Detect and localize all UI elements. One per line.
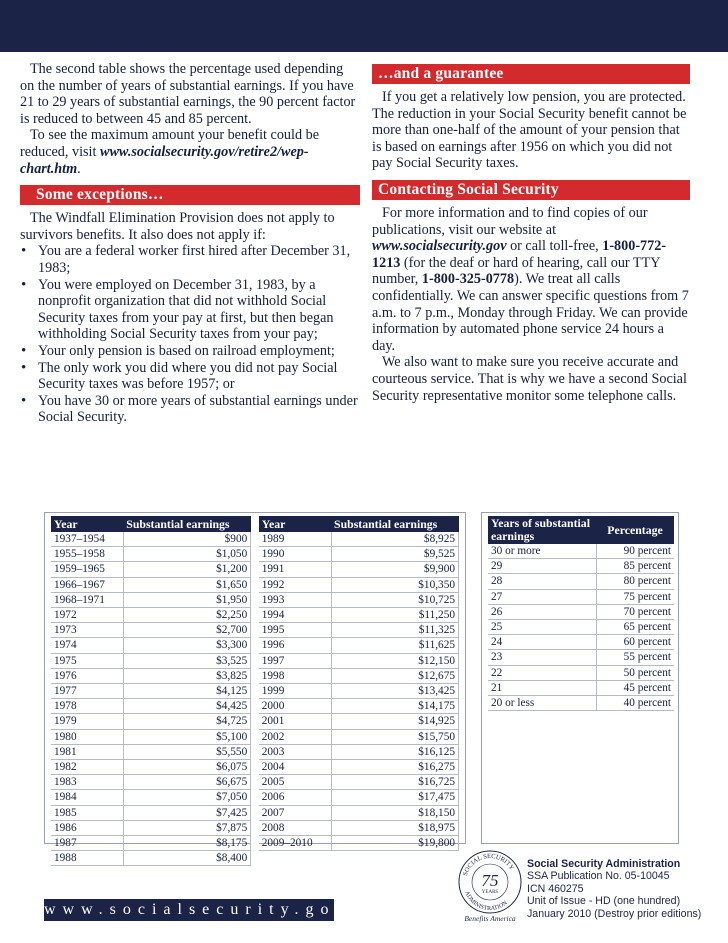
year-cell: 1972	[51, 608, 123, 623]
right-column	[372, 64, 690, 404]
year-cell: 1981	[51, 744, 123, 759]
guarantee-paragraph: If you get a relatively low pension, you are protected. The reduction in your Social Security benefit cannot be more than one-half of the amount of your pension that is based on earnings after 1956 on which you did not pay Social Security taxes.	[372, 89, 687, 172]
seal-top-text: SOCIAL SECURITY	[461, 852, 516, 877]
earnings-cell: $6,675	[123, 775, 250, 790]
earnings-cell: $8,400	[123, 851, 250, 866]
earnings-cell: $3,300	[123, 638, 250, 653]
column-gap	[251, 684, 259, 699]
percentage-table-box	[481, 512, 679, 844]
list-item: • You have 30 or more years of substantial earnings under Social Security.	[20, 393, 360, 426]
column-gap	[251, 820, 259, 835]
col-header-percentage: Percentage	[596, 516, 674, 544]
year-cell: 1999	[259, 684, 331, 699]
table-row	[51, 729, 459, 744]
table-row	[488, 559, 674, 574]
year-cell: 1979	[51, 714, 123, 729]
left-column	[20, 61, 360, 426]
column-gap	[251, 638, 259, 653]
percentage-cell: 70 percent	[596, 604, 674, 619]
earnings-cell: $19,800	[331, 836, 458, 851]
years-cell: 28	[488, 574, 596, 589]
column-gap	[251, 790, 259, 805]
years-cell: 25	[488, 620, 596, 635]
years-cell: 20 or less	[488, 696, 596, 711]
table-row	[51, 775, 459, 790]
year-cell: 2005	[259, 775, 331, 790]
column-gap	[251, 577, 259, 592]
table-row	[51, 562, 459, 577]
year-cell: 1975	[51, 653, 123, 668]
table-row	[51, 638, 459, 653]
exceptions-heading: Some exceptions…	[20, 185, 360, 205]
table-row	[488, 604, 674, 619]
percentage-cell: 55 percent	[596, 650, 674, 665]
intro-paragraph: The second table shows the percentage used depending on the number of years of substantial earnings. If you have 21 to 29 years of substantial earnings, the 90 percent factor is reduced to between 45 and 85 percent.	[20, 61, 356, 127]
contact-text: or call toll-free,	[506, 238, 603, 255]
website-link[interactable]: www.socialsecurity.gov	[372, 238, 507, 255]
year-cell: 1974	[51, 638, 123, 653]
table-row	[51, 790, 459, 805]
ssa-75-years-seal-icon	[456, 844, 524, 924]
years-cell: 21	[488, 680, 596, 695]
col-header-earnings: Substantial earnings	[331, 516, 458, 532]
contact-text: For more information and to find copies of our publications, visit our website at	[372, 204, 648, 238]
table-row	[51, 714, 459, 729]
table-row	[488, 574, 674, 589]
empty-cell	[331, 851, 458, 866]
column-gap	[251, 714, 259, 729]
list-item: • The only work you did where you did not pay Social Security taxes was before 1957; or	[20, 360, 360, 393]
column-gap	[251, 516, 259, 532]
earnings-cell: $4,125	[123, 684, 250, 699]
percentage-cell: 75 percent	[596, 589, 674, 604]
earnings-cell: $1,050	[123, 547, 250, 562]
years-cell: 24	[488, 635, 596, 650]
earnings-cell: $1,200	[123, 562, 250, 577]
table-row	[51, 668, 459, 683]
table-row	[488, 544, 674, 559]
year-cell: 1982	[51, 760, 123, 775]
table-row	[488, 589, 674, 604]
column-gap	[251, 668, 259, 683]
year-cell: 1959–1965	[51, 562, 123, 577]
earnings-cell: $16,725	[331, 775, 458, 790]
col-header-years: Years of substantial earnings	[488, 516, 596, 544]
max-reduction-end: .	[77, 160, 81, 177]
table-row	[488, 680, 674, 695]
earnings-cell: $10,350	[331, 577, 458, 592]
year-cell: 2004	[259, 760, 331, 775]
year-cell: 2006	[259, 790, 331, 805]
percentage-cell: 60 percent	[596, 635, 674, 650]
table-row	[51, 547, 459, 562]
contact-text: (for the deaf or hard of hearing, call our TTY number,	[372, 254, 660, 288]
percentage-cell: 85 percent	[596, 559, 674, 574]
earnings-cell: $12,150	[331, 653, 458, 668]
year-cell: 1991	[259, 562, 331, 577]
percentage-cell: 65 percent	[596, 620, 674, 635]
earnings-cell: $18,975	[331, 820, 458, 835]
year-cell: 1985	[51, 805, 123, 820]
earnings-cell: $7,050	[123, 790, 250, 805]
column-gap	[251, 562, 259, 577]
column-gap	[251, 805, 259, 820]
year-cell: 1973	[51, 623, 123, 638]
top-banner	[0, 0, 728, 52]
earnings-cell: $8,925	[331, 532, 458, 547]
table-row	[51, 760, 459, 775]
earnings-cell: $3,525	[123, 653, 250, 668]
earnings-cell: $1,950	[123, 592, 250, 607]
table-row	[51, 836, 459, 851]
publication-info	[527, 858, 717, 920]
year-cell: 1978	[51, 699, 123, 714]
earnings-table-box	[44, 512, 466, 865]
year-cell: 2000	[259, 699, 331, 714]
year-cell: 1988	[51, 851, 123, 866]
contact-text: ). We treat all calls confidentially. We can answer specific questions from 7 a.m. to 7 p.m., Monday through Friday. We can provide information by automated phone service 24 hours a day.	[372, 271, 689, 354]
column-gap	[251, 836, 259, 851]
years-cell: 26	[488, 604, 596, 619]
earnings-cell: $900	[123, 532, 250, 547]
earnings-cell: $4,725	[123, 714, 250, 729]
earnings-cell: $11,625	[331, 638, 458, 653]
earnings-cell: $9,900	[331, 562, 458, 577]
table-row	[488, 650, 674, 665]
table-row	[51, 805, 459, 820]
years-cell: 23	[488, 650, 596, 665]
seal-tagline: Benefits America	[464, 914, 516, 923]
earnings-cell: $5,100	[123, 729, 250, 744]
column-gap	[251, 623, 259, 638]
earnings-table-body	[51, 532, 459, 866]
table-row	[51, 623, 459, 638]
earnings-cell: $10,725	[331, 592, 458, 607]
year-cell: 1990	[259, 547, 331, 562]
guarantee-heading: …and a guarantee	[372, 64, 690, 84]
table-row	[51, 820, 459, 835]
column-gap	[251, 547, 259, 562]
list-item: • You were employed on December 31, 1983, by a nonprofit organization that did not withhold Social Security taxes from your pay at first, but then began withholding Social Security taxes from your pay;	[20, 277, 360, 343]
max-reduction-paragraph	[20, 127, 360, 177]
tty-number[interactable]: 1-800-325-0778	[421, 271, 515, 288]
years-cell: 29	[488, 559, 596, 574]
earnings-cell: $7,425	[123, 805, 250, 820]
year-cell: 1983	[51, 775, 123, 790]
earnings-cell: $11,250	[331, 608, 458, 623]
year-cell: 1992	[259, 577, 331, 592]
table-row	[488, 696, 674, 711]
column-gap	[251, 775, 259, 790]
year-cell: 1994	[259, 608, 331, 623]
earnings-cell: $6,075	[123, 760, 250, 775]
earnings-cell: $1,650	[123, 577, 250, 592]
phone-number[interactable]: 1-800-772-1213	[372, 238, 667, 271]
column-gap	[251, 653, 259, 668]
year-cell: 1986	[51, 820, 123, 835]
earnings-cell: $14,175	[331, 699, 458, 714]
unit-of-issue: Unit of Issue - HD (one hundred)	[527, 895, 681, 908]
max-reduction-text: To see the maximum amount your benefit could be reduced, visit	[20, 127, 319, 160]
service-paragraph: We also want to make sure you receive accurate and courteous service. That is why we have a second Social Security representative monitor some telephone calls.	[372, 354, 687, 404]
year-cell: 2002	[259, 729, 331, 744]
table-row	[488, 665, 674, 680]
seal-bottom-text: ADMINISTRATION	[463, 890, 509, 913]
column-gap	[251, 699, 259, 714]
column-gap	[251, 851, 259, 866]
year-cell: 1966–1967	[51, 577, 123, 592]
edition-date: January 2010 (Destroy prior editions)	[527, 907, 702, 920]
exceptions-intro: The Windfall Elimination Provision does not apply to survivors benefits. It also does not apply if:	[20, 210, 335, 243]
empty-cell	[259, 851, 331, 866]
col-header-year: Year	[259, 516, 331, 532]
icn-number: ICN 460275	[527, 882, 584, 895]
column-gap	[251, 532, 259, 547]
wep-chart-link[interactable]: www.socialsecurity.gov/retire2/wep-chart.htm	[20, 143, 309, 177]
earnings-cell: $16,125	[331, 744, 458, 759]
earnings-cell: $9,525	[331, 547, 458, 562]
earnings-cell: $14,925	[331, 714, 458, 729]
table-row	[51, 653, 459, 668]
percentage-cell: 40 percent	[596, 696, 674, 711]
earnings-cell: $13,425	[331, 684, 458, 699]
table-row	[51, 744, 459, 759]
year-cell: 1955–1958	[51, 547, 123, 562]
earnings-header-row	[51, 516, 459, 532]
earnings-cell: $5,550	[123, 744, 250, 759]
earnings-cell: $12,675	[331, 668, 458, 683]
seal-years: YEARS	[481, 890, 499, 895]
year-cell: 1976	[51, 668, 123, 683]
table-row	[51, 684, 459, 699]
year-cell: 2001	[259, 714, 331, 729]
year-cell: 2009–2010	[259, 836, 331, 851]
percentage-table	[488, 516, 674, 711]
publication-number: SSA Publication No. 05-10045	[527, 870, 670, 883]
earnings-cell: $18,150	[331, 805, 458, 820]
earnings-table	[51, 516, 459, 866]
year-cell: 2007	[259, 805, 331, 820]
earnings-cell: $17,475	[331, 790, 458, 805]
earnings-cell: $3,825	[123, 668, 250, 683]
earnings-cell: $4,425	[123, 699, 250, 714]
year-cell: 1937–1954	[51, 532, 123, 547]
col-header-earnings: Substantial earnings	[123, 516, 250, 532]
year-cell: 1993	[259, 592, 331, 607]
year-cell: 1984	[51, 790, 123, 805]
year-cell: 1968–1971	[51, 592, 123, 607]
earnings-cell: $2,250	[123, 608, 250, 623]
year-cell: 2003	[259, 744, 331, 759]
years-cell: 22	[488, 665, 596, 680]
percentage-cell: 45 percent	[596, 680, 674, 695]
year-cell: 1987	[51, 836, 123, 851]
earnings-cell: $2,700	[123, 623, 250, 638]
earnings-cell: $7,875	[123, 820, 250, 835]
table-row	[51, 851, 459, 866]
earnings-cell: $11,325	[331, 623, 458, 638]
year-cell: 1989	[259, 532, 331, 547]
table-row	[488, 620, 674, 635]
year-cell: 1977	[51, 684, 123, 699]
year-cell: 1995	[259, 623, 331, 638]
org-name: Social Security Administration	[527, 858, 681, 870]
table-row	[51, 608, 459, 623]
table-row	[51, 577, 459, 592]
column-gap	[251, 608, 259, 623]
year-cell: 1996	[259, 638, 331, 653]
table-row	[51, 592, 459, 607]
year-cell: 1998	[259, 668, 331, 683]
year-cell: 1980	[51, 729, 123, 744]
seal-number: 75	[481, 871, 499, 890]
website-footer-bar[interactable]: www.socialsecurity.gov	[44, 899, 334, 921]
list-item: • Your only pension is based on railroad employment;	[20, 343, 360, 360]
table-row	[51, 699, 459, 714]
year-cell: 2008	[259, 820, 331, 835]
col-header-year: Year	[51, 516, 123, 532]
earnings-cell: $16,275	[331, 760, 458, 775]
percentage-cell: 80 percent	[596, 574, 674, 589]
column-gap	[251, 592, 259, 607]
contact-paragraph	[372, 205, 690, 354]
percentage-table-body	[488, 544, 674, 711]
list-item: • You are a federal worker first hired after December 31, 1983;	[20, 243, 360, 276]
years-cell: 27	[488, 589, 596, 604]
exceptions-list	[20, 243, 360, 426]
contact-heading: Contacting Social Security	[372, 180, 690, 200]
table-row	[488, 635, 674, 650]
table-row	[51, 532, 459, 547]
column-gap	[251, 744, 259, 759]
percentage-header-row	[488, 516, 674, 544]
column-gap	[251, 760, 259, 775]
column-gap	[251, 729, 259, 744]
earnings-cell: $8,175	[123, 836, 250, 851]
years-cell: 30 or more	[488, 544, 596, 559]
percentage-cell: 90 percent	[596, 544, 674, 559]
earnings-cell: $15,750	[331, 729, 458, 744]
year-cell: 1997	[259, 653, 331, 668]
percentage-cell: 50 percent	[596, 665, 674, 680]
